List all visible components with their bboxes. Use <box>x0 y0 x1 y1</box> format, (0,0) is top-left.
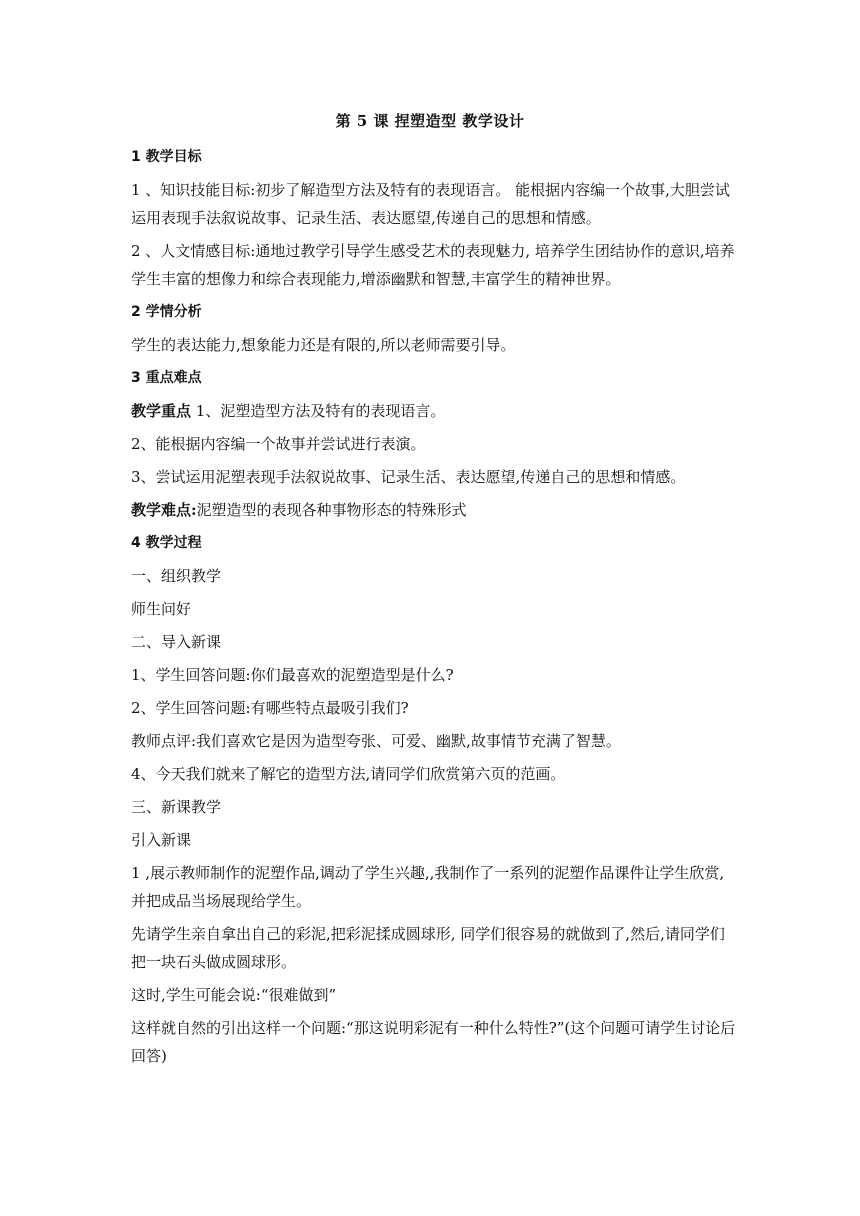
paragraph: 二、导入新课 <box>131 633 222 651</box>
paragraph: 学生的表达能力,想象能力还是有限的,所以老师需要引导。 <box>131 336 516 354</box>
paragraph: 2、学生回答问题:有哪些特点最吸引我们? <box>131 699 409 717</box>
paragraph: 1、学生回答问题:你们最喜欢的泥塑造型是什么? <box>131 666 454 684</box>
paragraph: 这样就自然的引出这样一个问题:“那这说明彩泥有一种什么特性?”(这个问题可请学生讨论后回答) <box>131 1019 736 1065</box>
document-title: 第 5 课 捏塑造型 教学设计 <box>335 112 525 130</box>
paragraph: 4、今天我们就来了解它的造型方法,请同学们欣赏第六页的范画。 <box>131 765 566 783</box>
paragraph: 1 ,展示教师制作的泥塑作品,调动了学生兴趣,,我制作了一系列的泥塑作品课件让学生欣赏,并把成品当场展现给学生。 <box>131 864 725 910</box>
paragraph: 2、能根据内容编一个故事并尝试进行表演。 <box>131 435 426 453</box>
paragraph-difficulty <box>131 496 736 524</box>
paragraph: 教师点评:我们喜欢它是因为造型夸张、可爱、幽默,故事情节充满了智慧。 <box>131 732 621 750</box>
section-heading-analysis: 2 学情分析 <box>131 304 202 320</box>
document-body <box>131 143 736 1075</box>
key-point-text: 1、泥塑造型方法及特有的表现语言。 <box>191 402 446 420</box>
paragraph-key-point <box>131 397 736 425</box>
key-point-label: 教学重点 <box>131 402 192 420</box>
paragraph: 师生问好 <box>131 600 192 618</box>
section-heading-key-points: 3 重点难点 <box>131 370 202 386</box>
paragraph: 一、组织教学 <box>131 567 222 585</box>
difficulty-label: 教学难点: <box>131 501 197 519</box>
paragraph: 引入新课 <box>131 831 192 849</box>
paragraph: 1 、知识技能目标:初步了解造型方法及特有的表现语言。 能根据内容编一个故事,大胆尝试运用表现手法叙说故事、记录生活、表达愿望,传递自己的思想和情感。 <box>131 181 730 227</box>
paragraph: 先请学生亲自拿出自己的彩泥,把彩泥揉成圆球形, 同学们很容易的就做到了,然后,请同学们把一块石头做成圆球形。 <box>131 925 725 971</box>
section-heading-process: 4 教学过程 <box>131 535 202 551</box>
paragraph: 2 、人文情感目标:通地过教学引导学生感受艺术的表现魅力, 培养学生团结协作的意识,培养学生丰富的想像力和综合表现能力,增添幽默和智慧,丰富学生的精神世界。 <box>131 242 735 288</box>
paragraph: 这时,学生可能会说:“很难做到” <box>131 986 337 1004</box>
difficulty-text: 泥塑造型的表现各种事物形态的特殊形式 <box>196 501 467 519</box>
paragraph: 三、新课教学 <box>131 798 222 816</box>
section-heading-objectives: 1 教学目标 <box>131 149 202 165</box>
paragraph: 3、尝试运用泥塑表现手法叙说故事、记录生活、表达愿望,传递自己的思想和情感。 <box>131 468 686 486</box>
